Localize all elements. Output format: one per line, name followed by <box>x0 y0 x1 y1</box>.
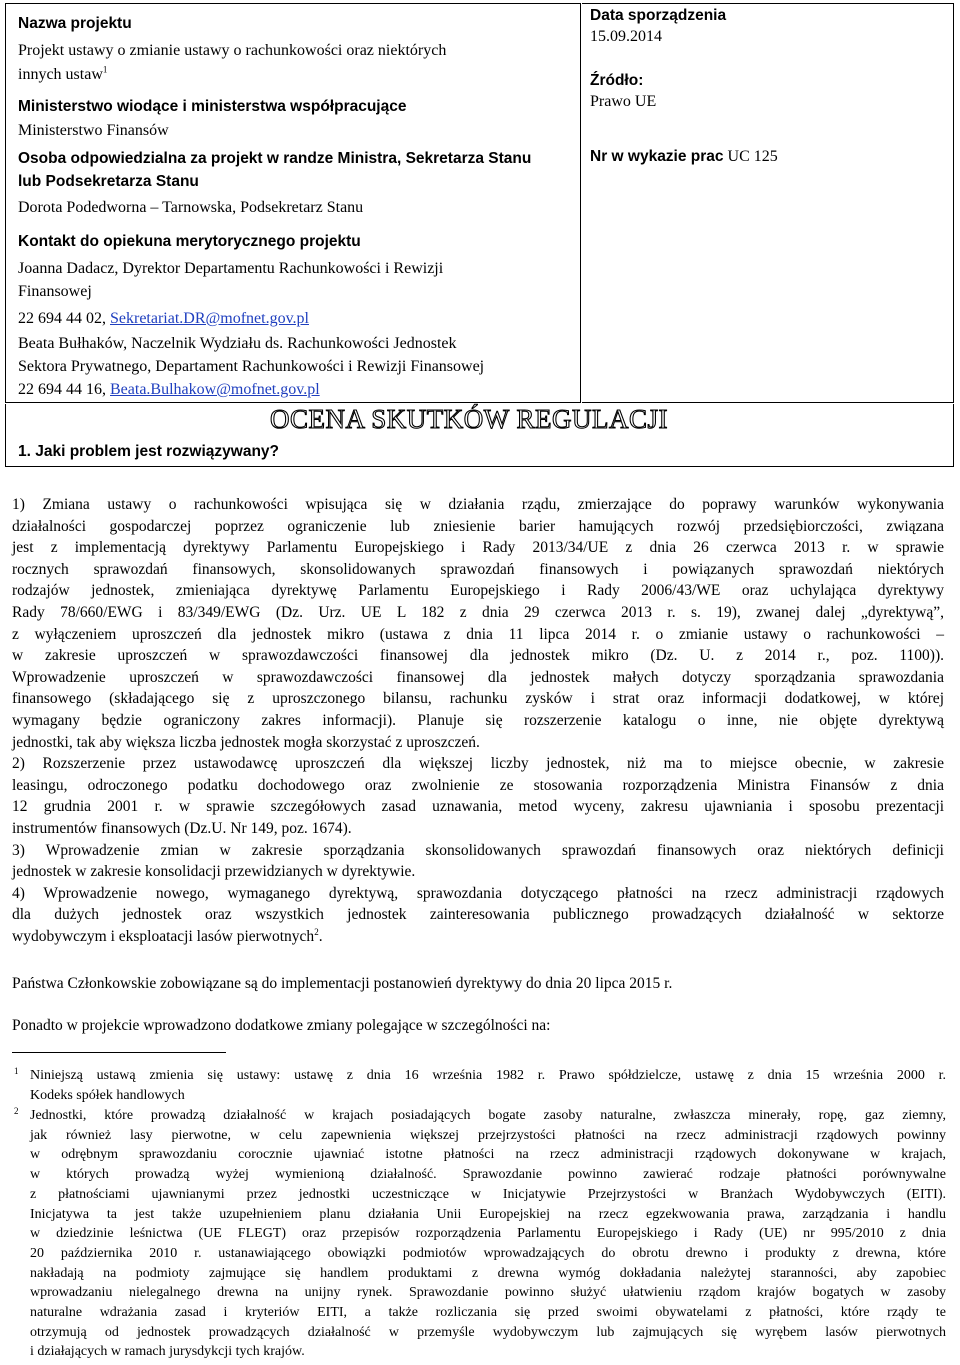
footnote-2-line: w których prowadzą wyżej wymienioną działalność. Sprawozdanie powinno zawierać rodzaje płatności porównywalne <box>30 1167 946 1183</box>
footnote-2-line: 20 października 2010 r. ustanawiającego obowiązki podmiotów wprowadzających do obrotu drewno i produkty z drewna, które <box>30 1245 946 1261</box>
responsible-label-1: Osoba odpowiedzialna za projekt w randze Ministra, Sekretarza Stanu <box>18 150 532 167</box>
contact-1-line-2: Finansowej <box>18 283 92 300</box>
footnote-2-line: z płatnościami ujawnianymi przez jednostki uczestniczące w Inicjatywie Przejrzystości w Branżach Wydobywczych (EITI). <box>30 1186 946 1202</box>
paragraph-1-line: jest z implementacją dyrektywy Parlamentu Europejskiego i Rady 2013/34/UE z dnia 26 czerwca 2013 r. w sprawie <box>12 539 944 557</box>
paragraph-2-line: instrumentów finansowych (Dz.U. Nr 149, poz. 1674). <box>12 819 352 837</box>
footnote-2-line: otrzymują od jednostek prowadzących działalność w przemyśle wydobywczym lub zajmujących się wyrębem lasów pierwotnych <box>30 1324 946 1340</box>
footnote-ref-2[interactable]: 2 <box>314 926 319 937</box>
footnote-2-line: w odrębnym sprawozdaniu corocznie ujawniać istotne płatności na rzecz administracji rządowych dokonywane w krajach, <box>30 1147 946 1163</box>
contact-1-email-link[interactable]: Sekretariat.DR@mofnet.gov.pl <box>110 310 309 327</box>
footnote-2-line: naturalne wdrażania zasad i kryteriów EITI, a także rozliczania się przed swoimi obywatelami z płatności, które rządy te <box>30 1305 946 1321</box>
paragraph-4-line-end <box>12 926 944 948</box>
contact-1-details <box>18 310 309 328</box>
document-meta-cell <box>582 3 954 403</box>
project-name-line-2-text: innych ustaw <box>18 66 103 83</box>
source-value: Prawo UE <box>590 93 657 110</box>
paragraph-1-line: z wyłączeniem uproszczeń dla jednostek mikro (ustawa z dnia 11 lipca 2014 r. o zmianie ustawy o rachunkowości – <box>12 625 944 643</box>
paragraph-4-line: 4) Wprowadzenie nowego, wymaganego dyrektywą, sprawozdania dotyczącego płatności na rzecz administracji rządowych <box>12 884 944 902</box>
contact-label: Kontakt do opiekuna merytorycznego projektu <box>18 233 361 250</box>
osr-title: OCENA SKUTKÓW REGULACJI <box>270 404 669 434</box>
footnote-1 <box>14 1066 946 1105</box>
project-name-line-2 <box>18 66 107 84</box>
date-label: Data sporządzenia <box>590 7 727 24</box>
footnote-1-line: Niniejszą ustawą zmienia się ustawy: ustawę z dnia 16 września 1982 r. Prawo spółdzielcze, ustawę z dnia 15 września 2000 r. <box>30 1068 946 1083</box>
footnote-2-line: i działających w ramach jurysdykcji tych krajów. <box>30 1344 305 1360</box>
date-value: 15.09.2014 <box>590 28 662 45</box>
paragraph-1 <box>12 494 944 947</box>
question-1-heading: 1. Jaki problem jest rozwiązywany? <box>18 443 280 460</box>
footnote-2-line: nakładają na podmioty zajmujące się handlem produktami z drewna wymóg dokładania należytej staranności, aby zapobiec <box>30 1265 946 1281</box>
contact-1-line-1: Joanna Dadacz, Dyrektor Departamentu Rachunkowości i Rewizji <box>18 260 444 277</box>
footnote-1-marker: 1 <box>14 1066 19 1076</box>
paragraph-6: Ponadto w projekcie wprowadzono dodatkowe zmiany polegające w szczególności na: <box>12 1017 551 1034</box>
paragraph-1-line: działalności gospodarczej poprzez ograniczenie lub zniesienie barier hamujących rozwój przedsiębiorczości, związana <box>12 517 944 535</box>
paragraph-1-line: wymagany będzie ograniczony zakres informacji). Planuje się rozszerzenie katalogu o inne, nie objęte dyrektywą <box>12 711 944 729</box>
paragraph-2-line: 2) Rozszerzenie przez ustawodawcę uproszczeń dla większej liczby jednostek, niż ma to miejsce obecnie, w zakresie <box>12 755 944 773</box>
responsible-label-2: lub Podsekretarza Stanu <box>18 173 199 190</box>
responsible-person: Dorota Podedworna – Tarnowska, Podsekretarz Stanu <box>18 199 364 216</box>
footnote-2-line: Inicjatywa ta jest także uzupełnieniem planu działania Unii Europejskiej na rzecz egzekwowania prawa, zarządzania i handlu <box>30 1206 946 1222</box>
footnote-1-line: Kodeks spółek handlowych <box>30 1087 185 1103</box>
contact-2-line-2: Sektora Prywatnego, Departament Rachunkowości i Rewizji Finansowej <box>18 358 485 375</box>
work-list-label: Nr w wykazie prac <box>590 148 724 165</box>
contact-2-phone: 22 694 44 16, <box>18 381 106 398</box>
paragraph-2-line: 12 grudnia 2001 r. w sprawie szczegółowych zasad uznawania, metod wyceny, zakresu ujawniania i sposobu prezentacji <box>12 798 944 816</box>
paragraph-2-line: leasingu, odroczonego podatku dochodowego oraz zwolnienie ze stosowania rozporządzenia Ministra Finansów z dnia <box>12 776 944 794</box>
footnote-2 <box>14 1106 946 1362</box>
footnote-2-line: wprowadzaniu nielegalnego drewna na unijny rynek. Sprawozdanie powinno służyć ułatwieniu rządom krajów bogatych w zasoby <box>30 1285 946 1301</box>
footnote-2-line: Jednostki, które prowadzą działalność w krajach posiadających bogate zasoby naturalne, zwłaszcza minerały, ropę, gaz ziemny, <box>30 1108 946 1123</box>
footnote-divider <box>12 1052 226 1053</box>
project-info-cell <box>5 3 581 403</box>
contact-2-line-1: Beata Bułhaków, Naczelnik Wydziału ds. Rachunkowości Jednostek <box>18 335 457 352</box>
paragraph-4-line: dla dużych jednostek oraz wszystkich jednostek zainteresowania publicznego prowadzących działalność w sektorze <box>12 906 944 924</box>
paragraph-1-line: rodzajów jednostek, zmieniająca dyrektywę Parlamentu Europejskiego i Rady 2006/43/WE oraz uchylająca dyrektywy <box>12 582 944 600</box>
paragraph-1-line: finansowego (składającego się z uproszczonego bilansu, rachunku zysków i strat oraz informacji dodatkowej, w której <box>12 690 944 708</box>
footnote-2-marker: 2 <box>14 1106 19 1116</box>
paragraph-1-line: Rady 78/660/EWG i 83/349/EWG (Dz. Urz. UE L 182 z dnia 29 czerwca 2013 r. s. 19), zwanej dalej „dyrektywą”, <box>12 603 944 621</box>
paragraph-3-line: 3) Wprowadzenie zmian w zakresie sporządzania skonsolidowanych sprawozdań finansowych oraz niektórych definicji <box>12 841 944 859</box>
project-name-line-1: Projekt ustawy o zmianie ustawy o rachunkowości oraz niektórych <box>18 42 447 59</box>
work-list-value: UC 125 <box>727 148 778 165</box>
ministry-value: Ministerstwo Finansów <box>18 122 169 139</box>
footnote-2-line: jak również lasy pierwotne, w celu zapewnienia większej przejrzystości płatności na rzecz administracji rządowych powinny <box>30 1127 946 1143</box>
contact-1-phone: 22 694 44 02, <box>18 310 106 327</box>
work-list-entry <box>590 148 778 166</box>
paragraph-1-line: jednostki, tak aby większa liczba jednostek mogła skorzystać z uproszczeń. <box>12 733 480 751</box>
paragraph-5: Państwa Członkowskie zobowiązane są do implementacji postanowień dyrektywy do dnia 20 lipca 2015 r. <box>12 975 673 992</box>
contact-2-details <box>18 381 320 399</box>
contact-2-email-link[interactable]: Beata.Bulhakow@mofnet.gov.pl <box>110 381 320 398</box>
footnote-2-line: w dziedzinie leśnictwa (UE FLEGT) oraz przepisów rozporządzenia Parlamentu Europejskiego i Rady (UE) nr 995/2010 z dnia <box>30 1226 946 1242</box>
paragraph-3-line: jednostek w zakresie konsolidacji przewidzianych w dyrektywie. <box>12 863 416 881</box>
paragraph-1-line: rocznych sprawozdań finansowych, skonsolidowanych sprawozdań finansowych i powiązanych sprawozdań niektórych <box>12 560 944 578</box>
source-label: Źródło: <box>590 72 644 89</box>
paragraph-1-line: w zakresie uproszczeń w sprawozdawczości finansowej dla jednostek mikro (Dz. U. z 2014 r., poz. 1100)). <box>12 647 944 665</box>
footnote-ref-1[interactable]: 1 <box>102 64 108 75</box>
project-name-label: Nazwa projektu <box>18 15 132 32</box>
paragraph-1-line: 1) Zmiana ustawy o rachunkowości wpisująca się w działania rządu, zmierzające do poprawy warunków wykonywania <box>12 496 944 513</box>
ministries-label: Ministerstwo wiodące i ministerstwa współpracujące <box>18 98 407 115</box>
paragraph-4-period: . <box>318 927 323 945</box>
paragraph-1-line: Wprowadzenie uproszczeń w sprawozdawczości finansowej dla jednostek małych dotyczy sporządzania sprawozdania <box>12 668 944 686</box>
paragraph-4-text: wydobywczym i eksploatacji lasów pierwotnych <box>12 927 315 945</box>
